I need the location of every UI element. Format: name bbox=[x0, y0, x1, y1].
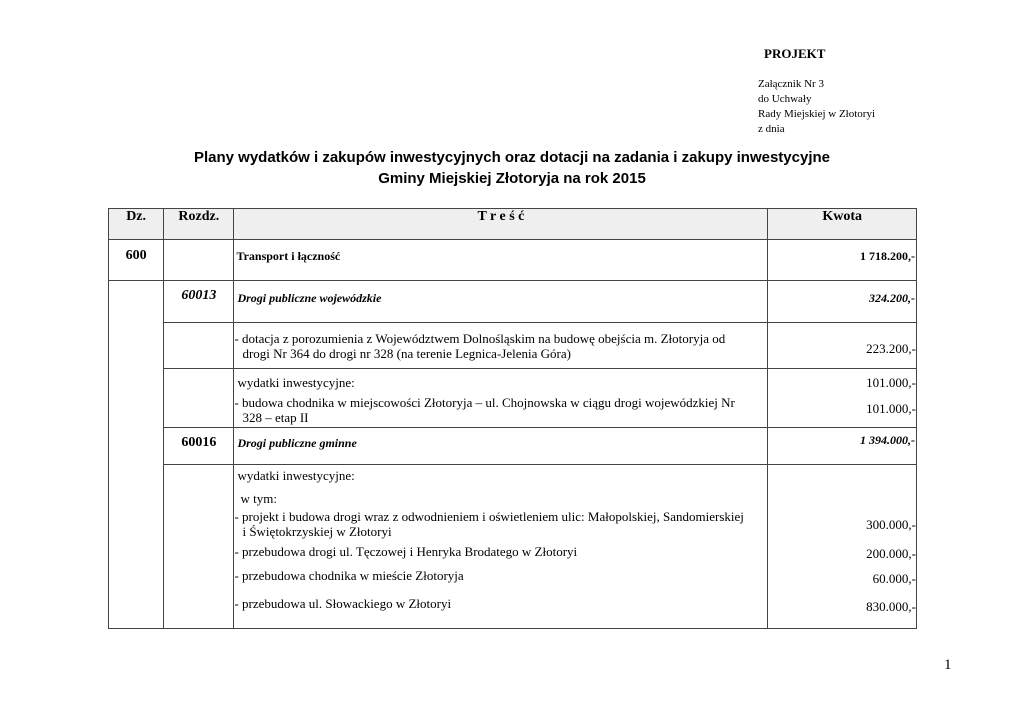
item-amount: 300.000,- bbox=[866, 517, 916, 532]
table-row-rozdzial-60013 bbox=[109, 281, 917, 323]
table-row-rozdzial-60016 bbox=[109, 428, 917, 465]
rozdzial-name: Drogi publiczne wojewódzkie bbox=[234, 281, 768, 323]
wydatki-60016-amounts bbox=[768, 465, 917, 629]
item-amount: 60.000,- bbox=[872, 571, 916, 586]
annex-line: z dnia bbox=[758, 123, 785, 135]
wydatki-60016-text bbox=[234, 465, 768, 629]
item-line: - przebudowa chodnika w mieście Złotoryja bbox=[234, 568, 464, 583]
empty-cell bbox=[164, 465, 234, 629]
table-row-wydatki-60016 bbox=[109, 465, 917, 629]
header-kwota: Kwota bbox=[768, 209, 917, 240]
wydatki-label: wydatki inwestycyjne: bbox=[237, 375, 355, 390]
dzial-name: Transport i łączność bbox=[234, 240, 768, 281]
table-header-row bbox=[109, 209, 917, 240]
title-line-2: Gminy Miejskiej Złotoryja na rok 2015 bbox=[378, 170, 646, 187]
item-amount: 200.000,- bbox=[866, 546, 916, 561]
rozdzial-number: 60013 bbox=[164, 281, 234, 323]
item-line: i Świętokrzyskiej w Złotoryi bbox=[242, 524, 392, 539]
document-title bbox=[0, 147, 1024, 189]
dotacja-text bbox=[234, 323, 768, 369]
item-line: - przebudowa drogi ul. Tęczowej i Henryka Brodatego w Złotoryi bbox=[234, 544, 578, 559]
header-rozdz: Rozdz. bbox=[164, 209, 234, 240]
projekt-label: PROJEKT bbox=[764, 46, 826, 61]
table-row-dzial bbox=[109, 240, 917, 281]
chodnik-amount: 101.000,- bbox=[866, 401, 916, 416]
empty-cell bbox=[164, 240, 234, 281]
chodnik-line: - budowa chodnika w miejscowości Złotoryja – ul. Chojnowska w ciągu drogi wojewódzkiej Nr bbox=[234, 395, 735, 410]
dotacja-amount: 223.200,- bbox=[768, 323, 917, 369]
dotacja-line: - dotacja z porozumienia z Województwem Dolnośląskim na budowę obejścia m. Złotoryja od bbox=[234, 331, 726, 346]
annex-line: do Uchwały bbox=[758, 93, 812, 105]
rozdzial-number: 60016 bbox=[164, 428, 234, 465]
wydatki-amount: 101.000,- bbox=[866, 375, 916, 390]
empty-cell bbox=[164, 369, 234, 428]
table-row-wydatki-60013 bbox=[109, 369, 917, 428]
dotacja-line: drogi Nr 364 do drogi nr 328 (na terenie Legnica-Jelenia Góra) bbox=[242, 346, 571, 361]
header-dz: Dz. bbox=[109, 209, 164, 240]
item-line: - przebudowa ul. Słowackiego w Złotoryi bbox=[234, 596, 452, 611]
wydatki-label: wydatki inwestycyjne: bbox=[237, 468, 355, 483]
title-line-1: Plany wydatków i zakupów inwestycyjnych oraz dotacji na zadania i zakupy inwestycyjne bbox=[193, 149, 831, 166]
w-tym-label: w tym: bbox=[240, 491, 277, 506]
table-row-dotacja bbox=[109, 323, 917, 369]
wydatki-text bbox=[234, 369, 768, 428]
dzial-amount: 1 718.200,- bbox=[768, 240, 917, 281]
wydatki-amounts bbox=[768, 369, 917, 428]
rozdzial-name: Drogi publiczne gminne bbox=[234, 428, 768, 465]
item-amount: 830.000,- bbox=[866, 599, 916, 614]
empty-dz-cell bbox=[109, 281, 164, 629]
item-line: - projekt i budowa drogi wraz z odwodnieniem i oświetleniem ulic: Małopolskiej, Sandomierskiej bbox=[234, 509, 744, 524]
page-number: 1 bbox=[944, 657, 952, 673]
empty-cell bbox=[164, 323, 234, 369]
rozdzial-amount: 1 394.000,- bbox=[768, 428, 917, 465]
chodnik-line: 328 – etap II bbox=[242, 410, 309, 425]
rozdzial-amount: 324.200,- bbox=[768, 281, 917, 323]
dzial-number: 600 bbox=[109, 240, 164, 281]
annex-info bbox=[758, 77, 875, 137]
budget-table bbox=[108, 208, 917, 629]
annex-line: Załącznik Nr 3 bbox=[758, 78, 824, 90]
header-tresc: T r e ś ć bbox=[234, 209, 768, 240]
annex-line: Rady Miejskiej w Złotoryi bbox=[758, 108, 876, 120]
